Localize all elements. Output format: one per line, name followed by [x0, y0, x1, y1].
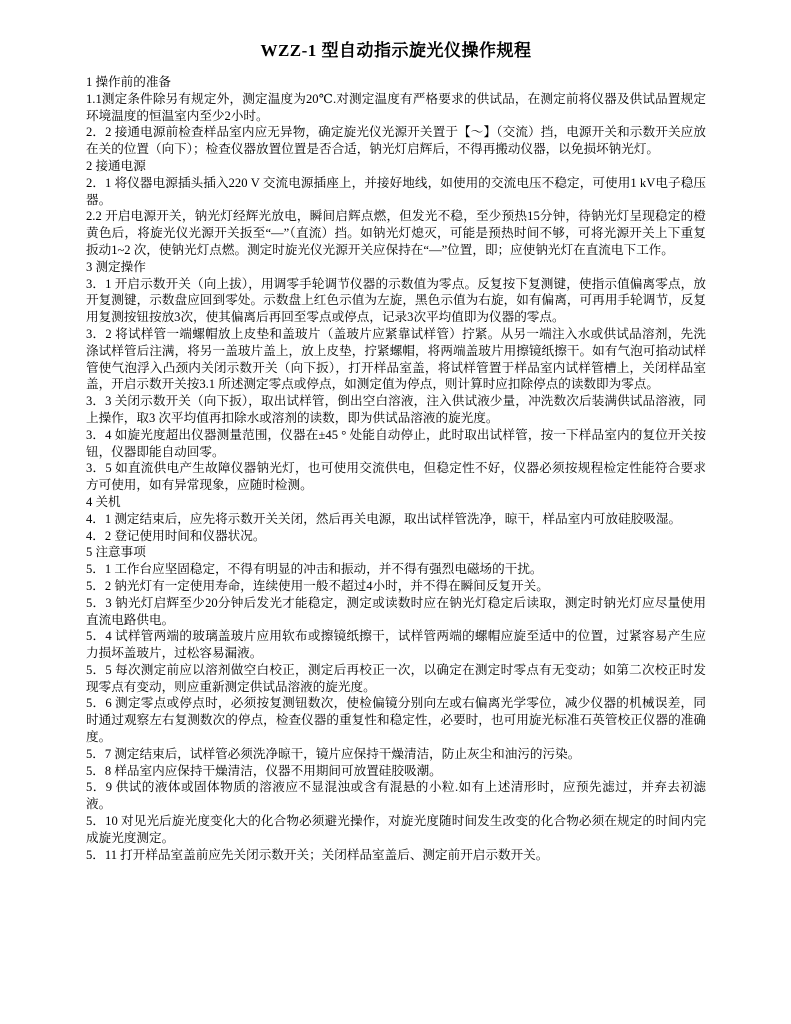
paragraph: 4．2 登记使用时间和仪器状况。	[86, 528, 266, 543]
paragraph: 5．3 钠光灯启辉至少20分钟后发光才能稳定，测定或读数时应在钠光灯稳定后读取，测定时钠光灯应尽量使用直流电路供电。	[86, 595, 706, 627]
section-heading: 3 测定操作	[86, 259, 146, 274]
paragraph: 5．2 钠光灯有一定使用寿命，连续使用一般不超过4小时，并不得在瞬间反复开关。	[86, 578, 549, 593]
paragraph: 5．9 供试的液体或固体物质的溶液应不显混浊或含有混悬的小粒.如有上述清形时，应预先滤过，并弃去初滤液。	[86, 780, 706, 812]
document-title: WZZ-1 型自动指示旋光仪操作规程	[260, 41, 532, 60]
paragraph: 5．10 对见光后旋光度变化大的化合物必须避光操作，对旋光度随时间发生改变的化合物必须在规定的时间内完成旋光度测定。	[86, 814, 706, 845]
paragraph: 3．3 关闭示数开关（向下扳），取出试样管，倒出空白溶液，注入供试液少量，冲洗数次后装满供试品溶液，同上操作，取3 次平均值再扣除水或溶剂的读数，即为供试品溶液的旋光度。	[86, 394, 706, 425]
paragraph: 1.1测定条件除另有规定外，测定温度为20℃.对测定温度有严格要求的供试品，在测定前将仪器及供试品置规定环境温度的恒温室内至少2小时。	[86, 91, 706, 123]
paragraph: 2．1 将仪器电源插头插入220 V 交流电源插座上，并接好地线，如使用的交流电压不稳定，可使用1 kV电子稳压器。	[86, 175, 706, 207]
paragraph: 5．4 试样管两端的玻璃盖玻片应用软布或擦镜纸擦干，试样管两端的螺帽应旋至适中的位置，过紧容易产生应力损坏盖玻片，过松容易漏液。	[86, 629, 706, 661]
paragraph: 5．7 测定结束后，试样管必须洗净晾干，镜片应保持干燥清洁，防止灰尘和油污的污染。	[86, 746, 581, 761]
paragraph: 5．11 打开样品室盖前应先关闭示数开关；关闭样品室盖后、测定前开启示数开关。	[86, 847, 549, 862]
paragraph: 2.2 开启电源开关，钠光灯经辉光放电，瞬间启辉点燃，但发光不稳，至少预热15分钟，待钠光灯呈现稳定的橙黄色后，将旋光仪光源开关扳至“—”（直流）挡。如钠光灯熄灭，可能是预热时间不够，可将光源开关上下重复扳动1~2 次，使钠光灯点燃。测定时旋光仪光源开关应保持在“—”位置，即；应使钠光灯在直流电下工作。	[86, 209, 706, 257]
section-heading: 2 接通电源	[86, 158, 146, 173]
section-heading: 4 关机	[86, 494, 121, 509]
paragraph: 3．1 开启示数开关（向上拔），用调零手轮调节仪器的示数值为零点。反复按下复测键，使指示值偏离零点，放开复测键，示数盘应回到零处。示数盘上红色示值为左旋，黑色示值为右旋，如有偏离，可再用手轮调节，反复用复测按钮按放3次，使其偏离后再回至零点或停点，记录3次平均值即为仪器的零点。	[86, 276, 706, 325]
paragraph: 4．1 测定结束后，应先将示数开关关闭，然后再关电源，取出试样管洗净，晾干，样品室内可放硅胶吸湿。	[86, 511, 682, 526]
paragraph: 3．4 如旋光度超出仪器测量范围，仪器在±45 ° 处能自动停止，此时取出试样管，按一下样品室内的复位开关按钮，仪器即能自动回零。	[86, 427, 706, 459]
paragraph: 5．1 工作台应坚固稳定，不得有明显的冲击和振动，并不得有强烈电磁场的干扰。	[86, 562, 543, 577]
paragraph: 5．6 测定零点或停点时，必须按复测钮数次，使检偏镜分别向左或右偏离光学零位，减少仪器的机械误差，同时通过观察左右复测数次的停点，检查仪器的重复性和稳定性，必要时，也可用旋光标准石英管校正仪器的准确度。	[86, 696, 706, 745]
paragraph: 3．2 将试样管一端螺帽放上皮垫和盖玻片（盖玻片应紧靠试样管）拧紧。从另一端注入水或供试品溶剂，先洗涤试样管后注满，将另一盖玻片盖上，放上皮垫，拧紧螺帽，将两端盖玻片用擦镜纸擦干。如有气泡可掐动试样管使气泡浮入凸颈内关闭示数开关（向下扳），打开样品室盖，将试样管置于样品室内试样管槽上，关闭样品室盖，开启示数开关按3.1 所述测定零点或停点，如测定值为停点，则计算时应扣除停点的读数即为零点。	[86, 326, 706, 392]
document-body	[86, 74, 706, 863]
paragraph: 2．2 接通电源前检查样品室内应无异物，确定旋光仪光源开关置于【～】（交流）挡，电源开关和示数开关应放在关的位置（向下）；检查仪器放置位置是否合适，钠光灯启辉后，不得再搬动仪器，以免损坏钠光灯。	[86, 125, 706, 157]
paragraph: 5．5 每次测定前应以溶剂做空白校正，测定后再校正一次，以确定在测定时零点有无变动；如第二次校正时发现零点有变动，则应重新测定供试品溶液的旋光度。	[86, 662, 706, 694]
section-heading: 1 操作前的准备	[86, 75, 172, 89]
section-heading: 5 注意事项	[86, 545, 146, 560]
paragraph: 3．5 如直流供电产生故障仪器钠光灯，也可使用交流供电，但稳定性不好，仪器必须按规程检定性能符合要求方可使用，如有异常现象，应随时检测。	[86, 461, 706, 493]
paragraph: 5．8 样品室内应保持干燥清洁，仪器不用期间可放置硅胶吸潮。	[86, 763, 442, 778]
